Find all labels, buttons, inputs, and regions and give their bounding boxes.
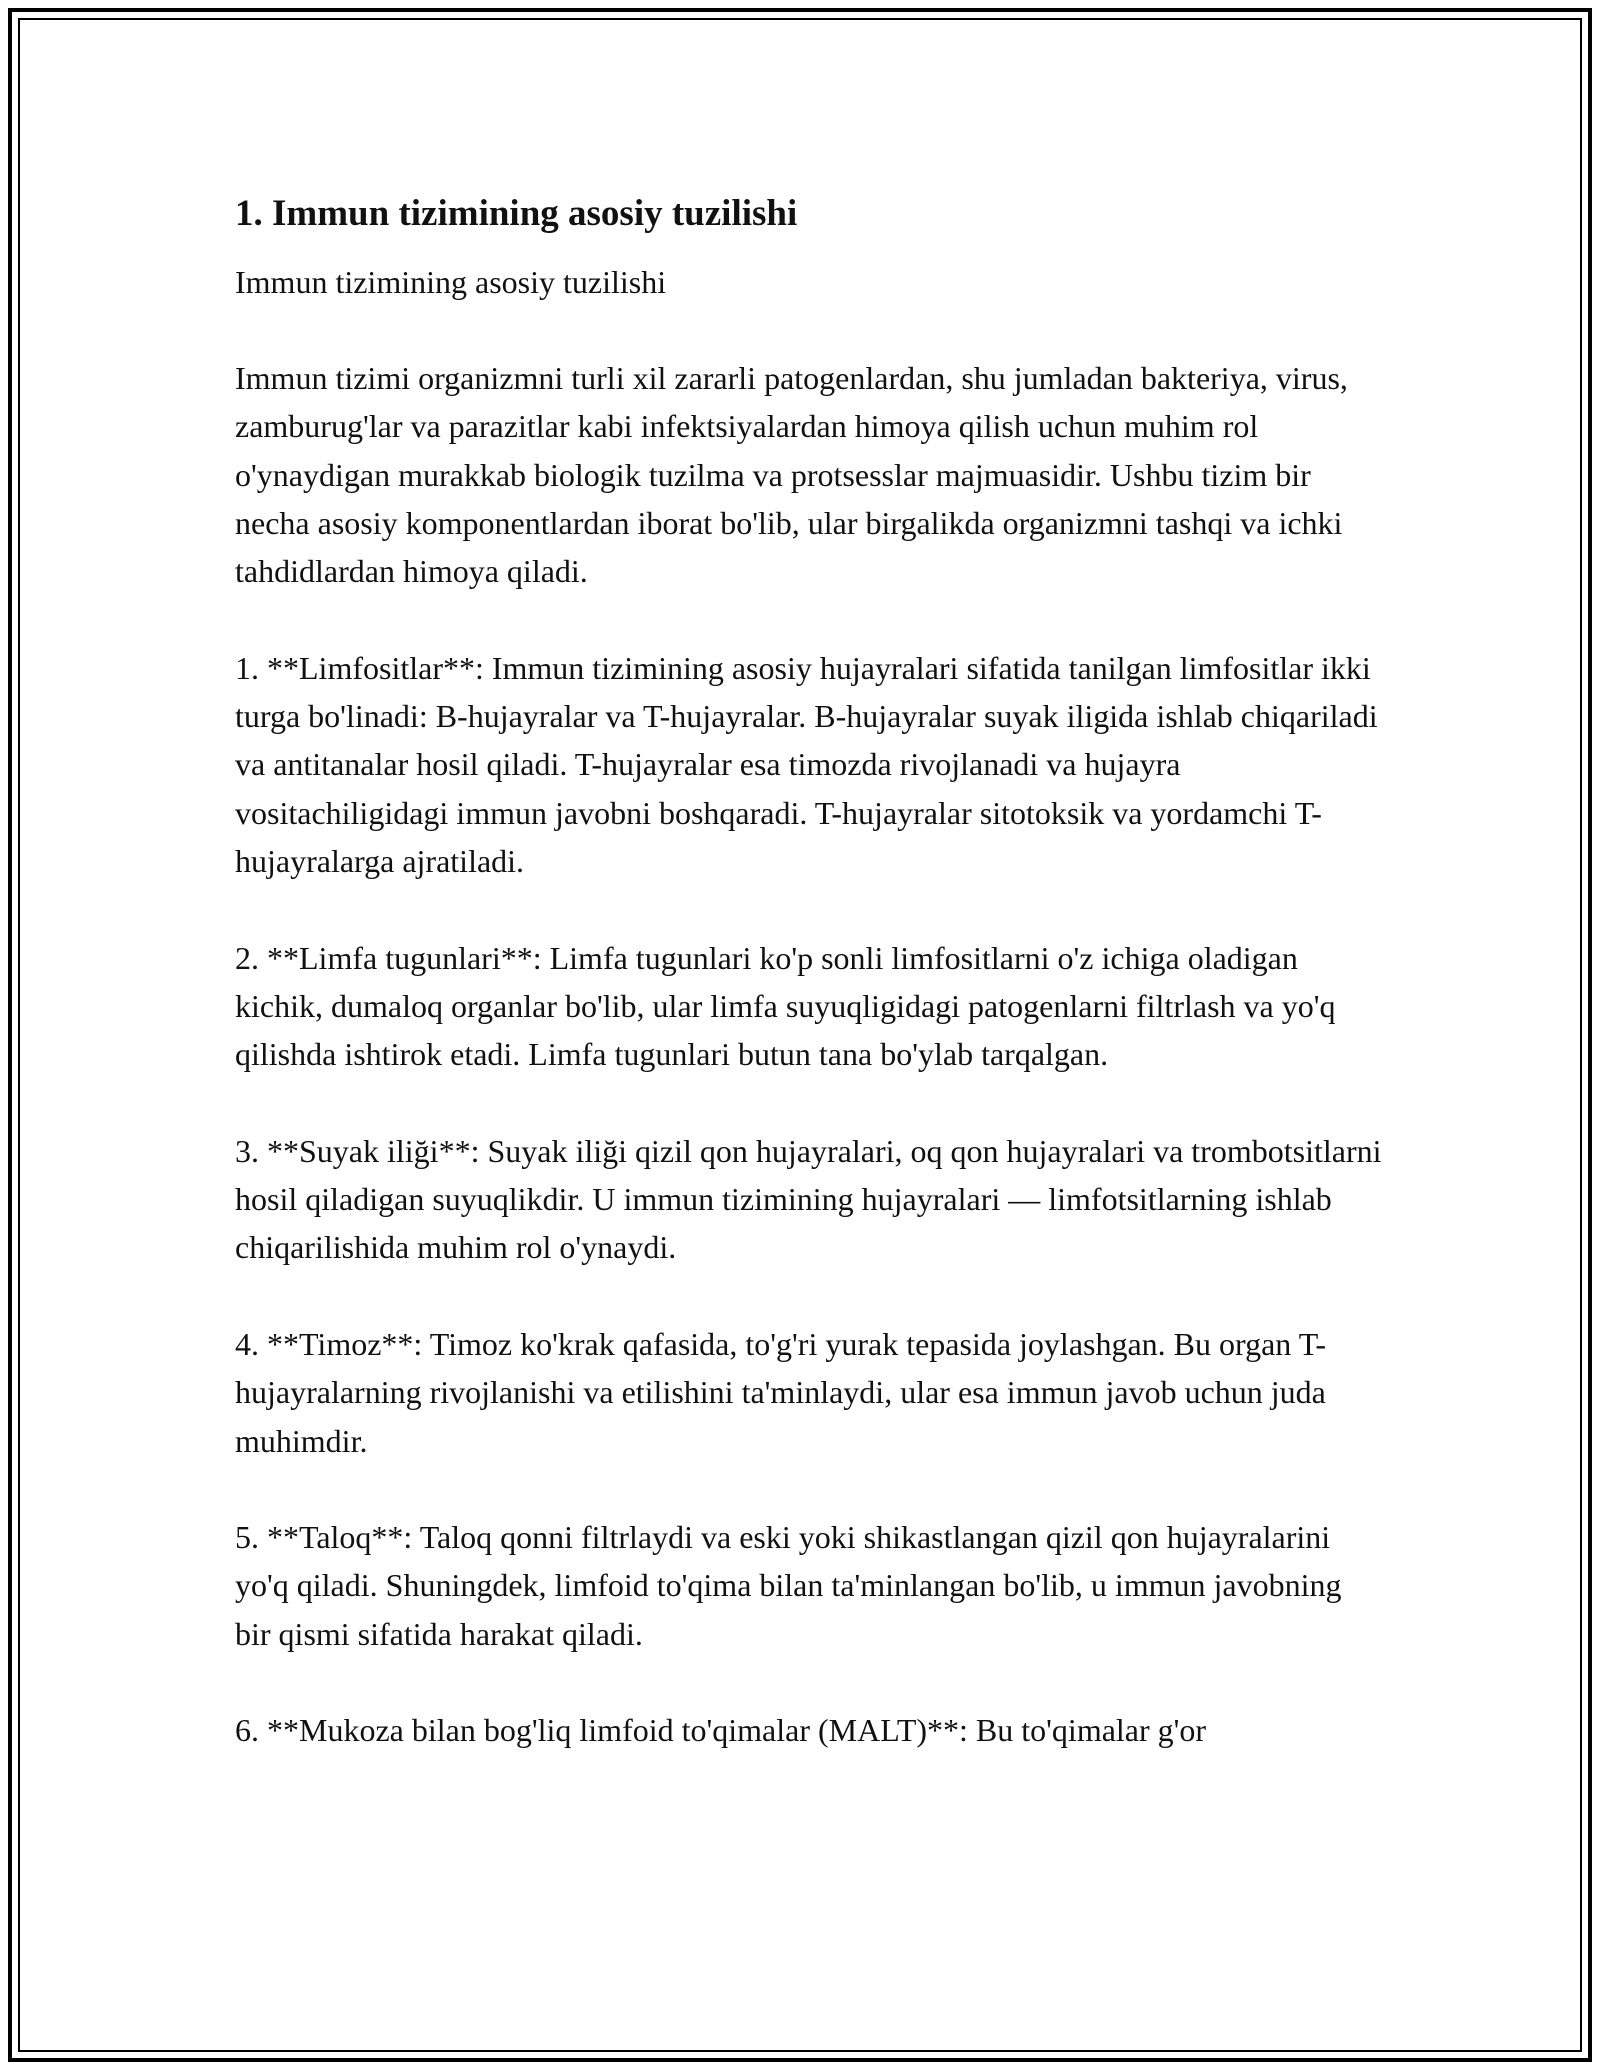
document-subtitle: Immun tizimining asosiy tuzilishi	[235, 264, 667, 300]
list-item-limfa-tugunlari: 2. **Limfa tugunlari**: Limfa tugunlari ko'p sonli limfositlarni o'z ichiga oladigan kichik, dumaloq organlar bo'lib, ular limfa suyuqligidagi patogenlarni filtrlash va yo'q qilishda ishtirok etadi. Limfa tugunlari butun tana bo'ylab tarqalgan.	[235, 939, 1336, 1073]
list-item-limfositlar: 1. **Limfositlar**: Immun tizimining asosiy hujayralari sifatida tanilgan limfositlar ikki turga bo'linadi: B-hujayralar va T-hujayralar. B-hujayralar suyak iligida ishlab chiqariladi va antitanalar hosil qiladi. T-hujayralar esa timozda rivojlanadi va hujayra vositachiligidagi immun javobni boshqaradi. T-hujayralar sitotoksik va yordamchi T-hujayralarga ajratiladi.	[235, 649, 1378, 879]
list-item-timoz: 4. **Timoz**: Timoz ko'krak qafasida, to'g'ri yurak tepasida joylashgan. Bu organ T-hujayralarning rivojlanishi va etilishini ta'minlaydi, ular esa immun javob uchun juda muhimdir.	[235, 1325, 1326, 1459]
list-item-taloq: 5. **Taloq**: Taloq qonni filtrlaydi va eski yoki shikastlangan qizil qon hujayralarini yo'q qiladi. Shuningdek, limfoid to'qima bilan ta'minlangan bo'lib, u immun javobning bir qismi sifatida harakat qiladi.	[235, 1519, 1342, 1652]
list-item-malt: 6. **Mukoza bilan bog'liq limfoid to'qimalar (MALT)**: Bu to'qimalar g'or	[235, 1712, 1207, 1749]
document-body	[235, 190, 1385, 1755]
list-item-suyak-iligi: 3. **Suyak iliği**: Suyak iliği qizil qon hujayralari, oq qon hujayralari va trombotsitlarni hosil qiladigan suyuqlikdir. U immun tizimining hujayralari — limfotsitlarning ishlab chiqarilishida muhim rol o'ynaydi.	[235, 1132, 1382, 1266]
document-heading: 1. Immun tizimining asosiy tuzilishi	[235, 193, 798, 234]
intro-paragraph: Immun tizimi organizmni turli xil zararli patogenlardan, shu jumladan bakteriya, virus, zamburug'lar va parazitlar kabi infektsiyalardan himoya qilish uchun muhim rol o'ynaydigan murakkab biologik tuzilma va protsesslar majmuasidir. Ushbu tizim bir necha asosiy komponentlardan iborat bo'lib, ular birgalikda organizmni tashqi va ichki tahdidlardan himoya qiladi.	[235, 360, 1348, 590]
